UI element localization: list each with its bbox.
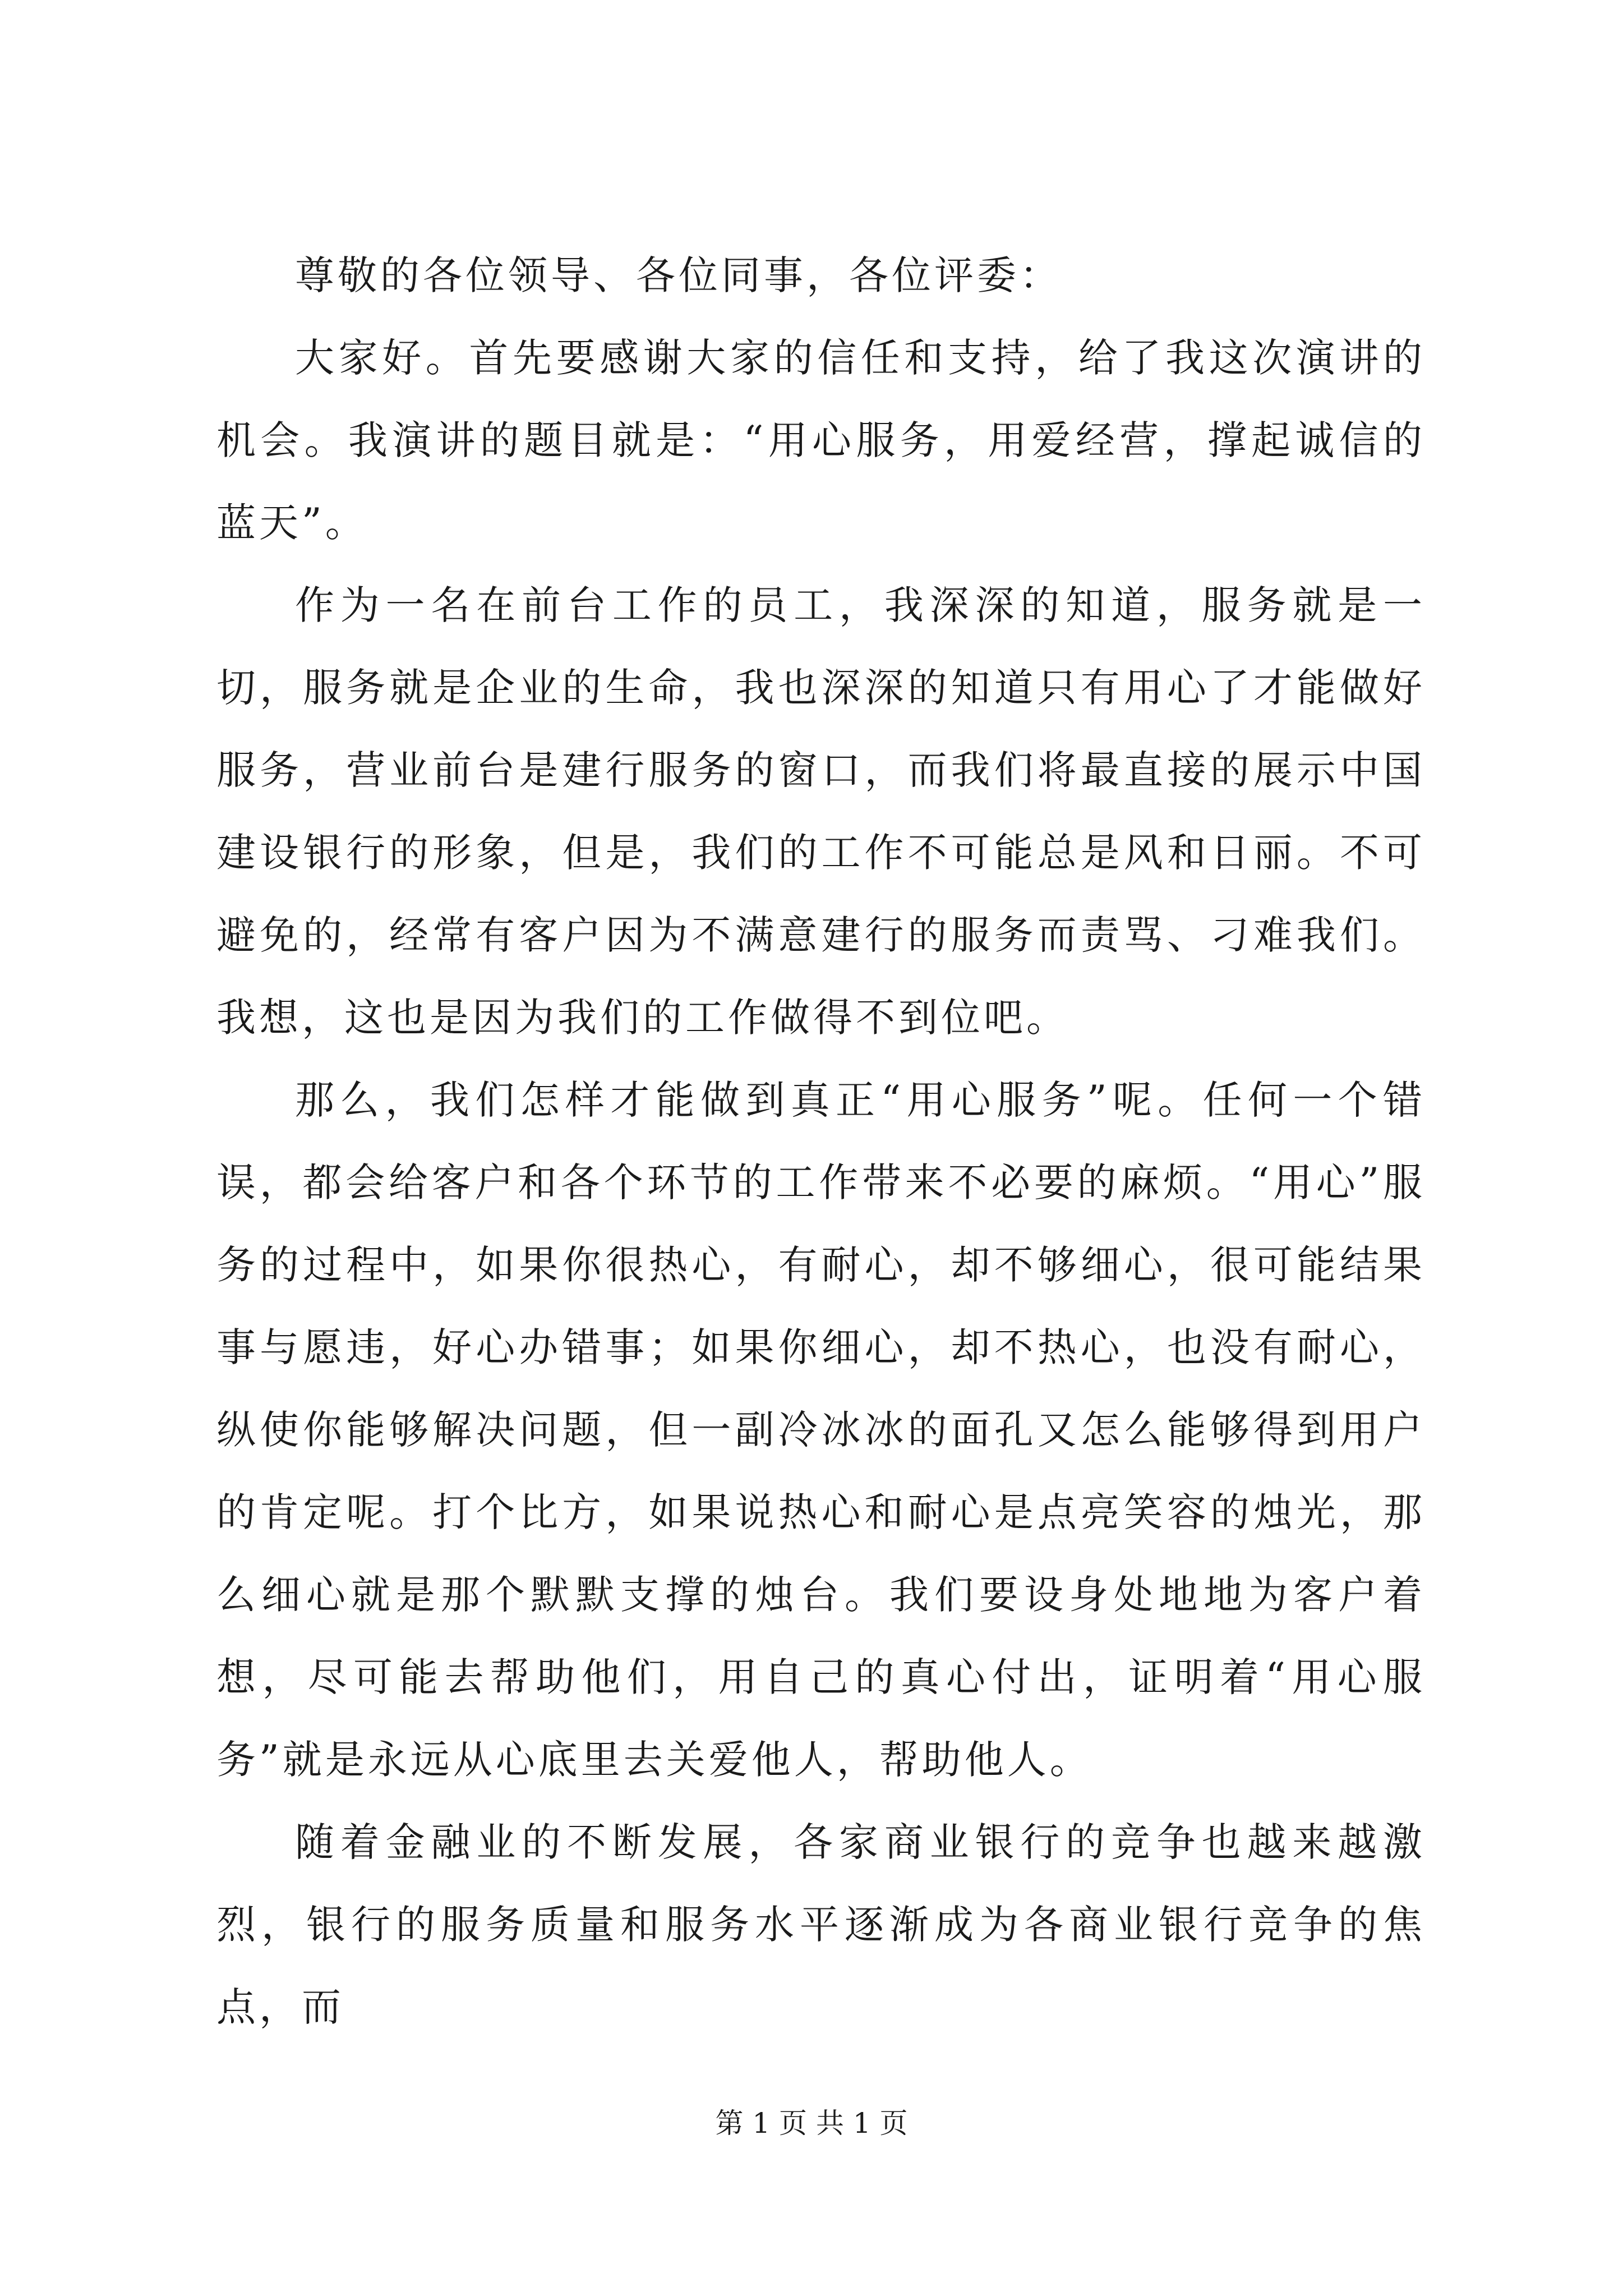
paragraph-frontdesk: 作为一名在前台工作的员工，我深深的知道，服务就是一切，服务就是企业的生命，我也深深的知道只有用心了才能做好服务，营业前台是建行服务的窗口，而我们将最直接的展示中国建设银行的形象，但是，我们的工作不可能总是风和日丽。不可避免的，经常有客户因为不满意建行的服务而责骂、刁难我们。我想，这也是因为我们的工作做得不到位吧。 (216, 582, 1426, 1041)
paragraph-salutation: 尊敬的各位领导、各位同事，各位评委： (295, 252, 1062, 298)
paragraph-attentive-service: 那么，我们怎样才能做到真正“用心服务”呢。任何一个错误，都会给客户和各个环节的工作带来不必要的麻烦。“用心”服务的过程中，如果你很热心，有耐心，却不够细心，很可能结果事与愿违，好心办错事；如果你细心，却不热心，也没有耐心，纵使你能够解决问题，但一副冷冰冰的面孔又怎么能够得到用户的肯定呢。打个比方，如果说热心和耐心是点亮笑容的烛光，那么细心就是那个默默支撑的烛台。我们要设身处地地为客户着想，尽可能去帮助他们，用自己的真心付出，证明着“用心服务”就是永远从心底里去关爱他人，帮助他人。 (216, 1077, 1426, 1783)
document-body (216, 234, 1426, 2049)
paragraph-competition: 随着金融业的不断发展，各家商业银行的竞争也越来越激烈，银行的服务质量和服务水平逐渐成为各商业银行竞争的焦点，而 (216, 1819, 1426, 2030)
page-number-footer: 第 1 页 共 1 页 (715, 2107, 908, 2139)
paragraph-greeting: 大家好。首先要感谢大家的信任和支持，给了我这次演讲的机会。我演讲的题目就是：“用心服务，用爱经营，撑起诚信的蓝天”。 (216, 335, 1426, 546)
